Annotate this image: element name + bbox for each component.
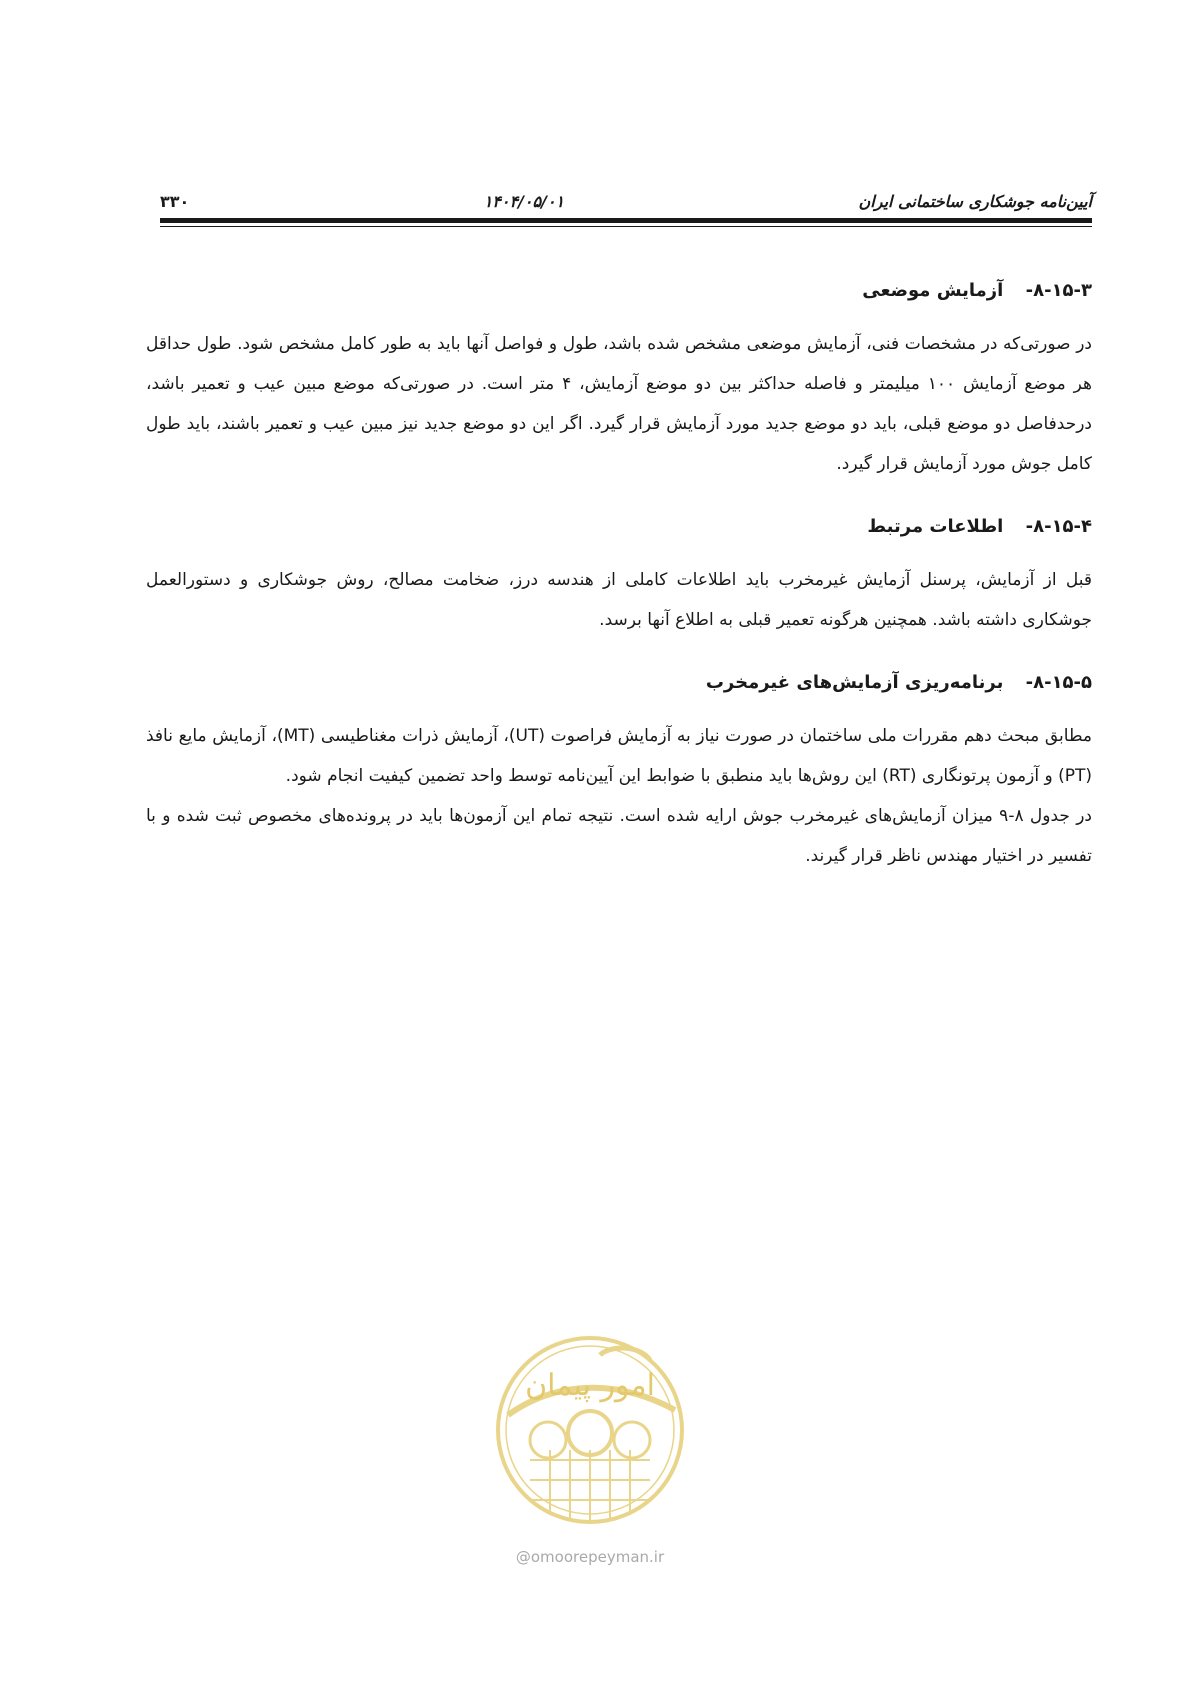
main-content (146, 276, 1092, 876)
watermark-logo (490, 1315, 690, 1575)
section-number: ۸-۱۵-۳- (1025, 280, 1092, 301)
page-number: ۳۳۰ (160, 191, 190, 211)
paragraph: در صورتی‌که در مشخصات فنی، آزمایش موضعی مشخص شده باشد، طول و فواصل آنها باید به طور کامل مشخص شود. طول حداقل هر موضع آزمایش ۱۰۰ میلیمتر و فاصله حداکثر بین دو موضع آزمایش، ۴ متر است. در صورتی‌که موضع مبین عیب و تعمیر باشد، درحدفاصل دو موضع قبلی، باید دو موضع جدید مورد آزمایش قرار گیرد. اگر این دو موضع جدید نیز مبین عیب و تعمیر باشند، باید طول کامل جوش مورد آزمایش قرار گیرد. (146, 334, 1092, 474)
section-8-15-4 (146, 512, 1092, 640)
section-8-15-5 (146, 668, 1092, 876)
section-number: ۸-۱۵-۵- (1025, 672, 1092, 693)
paragraph: در جدول ۸-۹ میزان آزمایش‌های غیرمخرب جوش ارایه شده است. نتیجه تمام این آزمون‌ها باید در پرونده‌های مخصوص ثبت شده و با تفسیر در اختیار مهندس ناظر قرار گیرند. (146, 806, 1092, 866)
section-number: ۸-۱۵-۴- (1025, 516, 1092, 537)
section-title: اطلاعات مرتبط (867, 516, 1004, 537)
watermark-seal-icon (490, 1315, 690, 1545)
header-date: ۱۴۰۴/۰۵/۰۱ (483, 191, 565, 211)
watermark-website: @omoorepeyman.ir (515, 1548, 665, 1566)
page-header (160, 186, 1092, 216)
section-8-15-3 (146, 276, 1092, 484)
at-icon: @ (515, 1548, 531, 1566)
header-title: آیین‌نامه جوشکاری ساختمانی ایران (858, 191, 1092, 211)
section-title: آزمایش موضعی (862, 280, 1004, 301)
watermark-logo-text: امور پیمان (525, 1368, 655, 1403)
section-heading (146, 276, 1092, 306)
section-heading (146, 668, 1092, 698)
section-heading (146, 512, 1092, 542)
section-title: برنامه‌ریزی آزمایش‌های غیرمخرب (705, 672, 1004, 693)
header-rule-thin (160, 226, 1092, 227)
header-rule-thick (160, 218, 1092, 223)
paragraph: قبل از آزمایش، پرسنل آزمایش غیرمخرب باید اطلاعات کاملی از هندسه درز، ضخامت مصالح، روش جوشکاری و دستورالعمل جوشکاری داشته باشد. همچنین هرگونه تعمیر قبلی به اطلاع آنها برسد. (146, 570, 1092, 630)
paragraph: مطابق مبحث دهم مقررات ملی ساختمان در صورت نیاز به آزمایش فراصوت (UT)، آزمایش ذرات مغناطیسی (MT)، آزمایش مایع نافذ (PT) و آزمون پرتونگاری (RT) این روش‌ها باید منطبق با ضوابط این آیین‌نامه توسط واحد تضمین کیفیت انجام شود. (146, 726, 1092, 786)
